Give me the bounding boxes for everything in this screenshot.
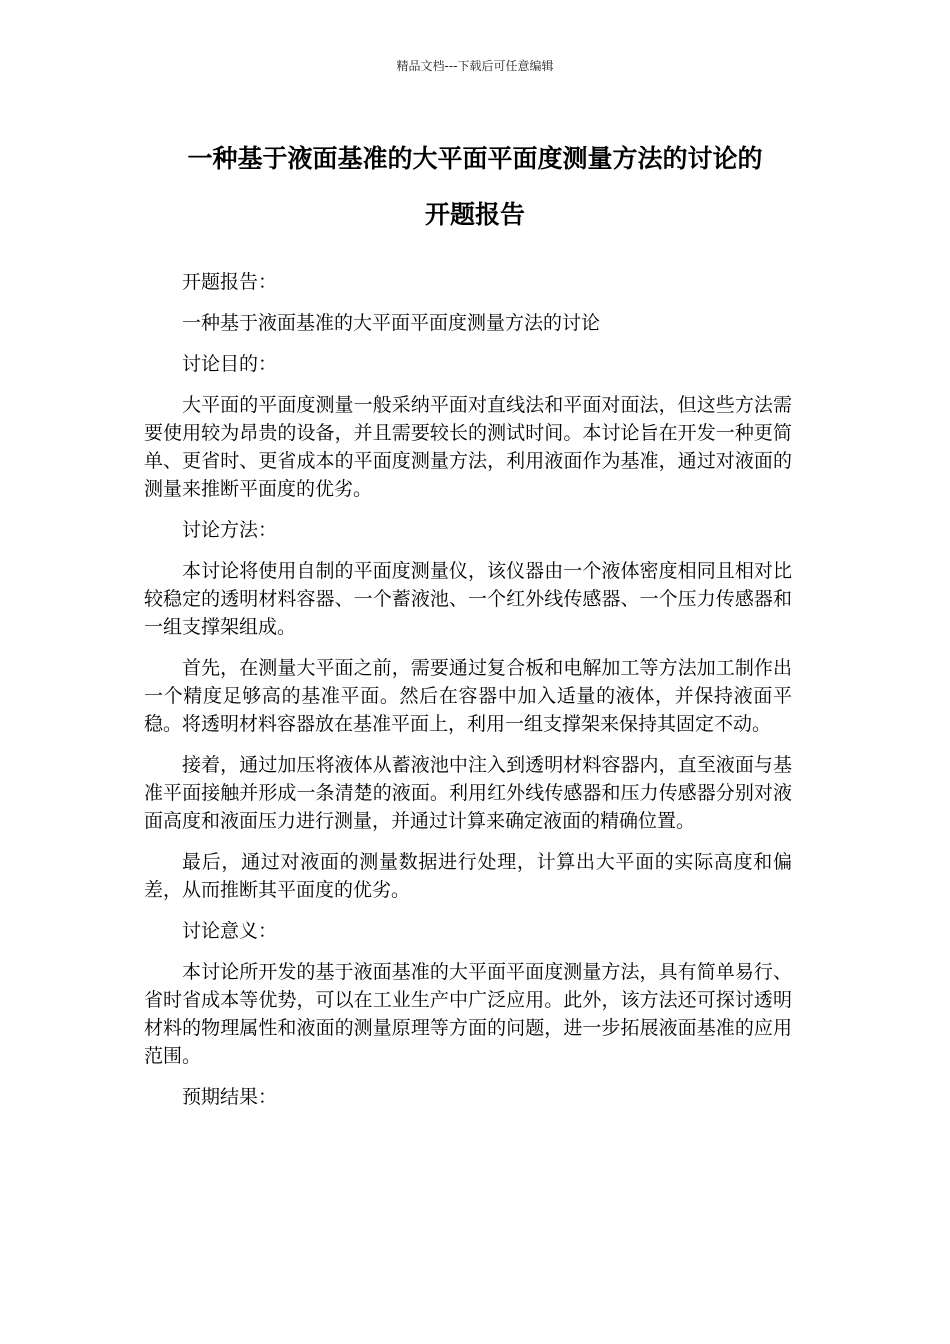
section-label-report: 开题报告： — [182, 271, 278, 293]
section-heading-purpose: 讨论目的： — [182, 353, 278, 375]
paragraph-method-step-1: 首先，在测量大平面之前，需要通过复合板和电解加工等方法加工制作出一个精度足够高的基准平面。然后在容器中加入适量的液体，并保持液面平稳。将透明材料容器放在基准平面上，利用一组支撑架来保持其固定不动。 — [144, 657, 792, 735]
paragraph-significance: 本讨论所开发的基于液面基准的大平面平面度测量方法，具有简单易行、省时省成本等优势，可以在工业生产中广泛应用。此外，该方法还可探讨透明材料的物理属性和液面的测量原理等方面的问题，进一步拓展液面基准的应用范围。 — [144, 961, 792, 1067]
report-topic: 一种基于液面基准的大平面平面度测量方法的讨论 — [182, 312, 601, 334]
title-line-2: 开题报告 — [424, 200, 525, 229]
section-heading-expected-results: 预期结果： — [182, 1086, 278, 1108]
section-heading-significance: 讨论意义： — [182, 920, 278, 942]
page-header-note: 精品文档---下载后可任意编辑 — [396, 59, 554, 73]
paragraph-method-instrument: 本讨论将使用自制的平面度测量仪，该仪器由一个液体密度相同且相对比较稳定的透明材料容器、一个蓄液池、一个红外线传感器、一个压力传感器和一组支撑架组成。 — [144, 560, 792, 638]
document-title — [140, 131, 810, 243]
document-body — [144, 268, 792, 1124]
section-heading-method: 讨论方法： — [182, 519, 278, 541]
paragraph-method-step-2: 接着，通过加压将液体从蓄液池中注入到透明材料容器内，直至液面与基准平面接触并形成一条清楚的液面。利用红外线传感器和压力传感器分别对液面高度和液面压力进行测量，并通过计算来确定液面的精确位置。 — [144, 754, 792, 832]
paragraph-method-step-3: 最后，通过对液面的测量数据进行处理，计算出大平面的实际高度和偏差，从而推断其平面度的优劣。 — [144, 851, 792, 901]
title-line-1: 一种基于液面基准的大平面平面度测量方法的讨论的 — [187, 144, 763, 173]
paragraph-purpose: 大平面的平面度测量一般采纳平面对直线法和平面对面法，但这些方法需要使用较为昂贵的设备，并且需要较长的测试时间。本讨论旨在开发一种更简单、更省时、更省成本的平面度测量方法，利用液面作为基准，通过对液面的测量来推断平面度的优劣。 — [144, 394, 792, 500]
